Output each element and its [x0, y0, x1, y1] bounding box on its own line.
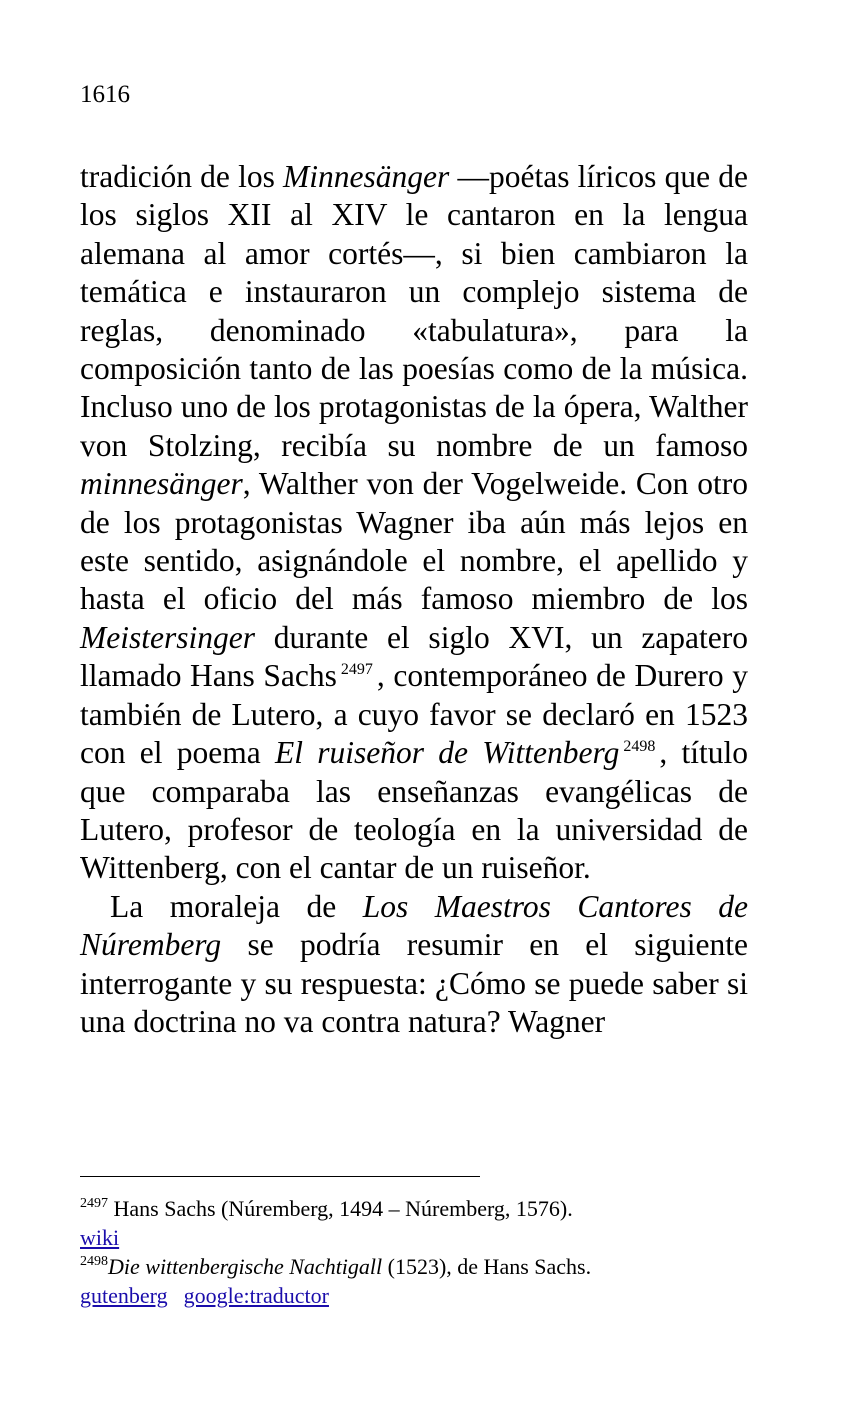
- footnote-links: [80, 1223, 780, 1252]
- footnote-number: 2497: [80, 1196, 108, 1211]
- footnote-2498: [80, 1252, 780, 1281]
- footnote-2497: [80, 1194, 780, 1223]
- footnotes: [80, 1194, 780, 1310]
- italic-term: Minnesänger: [283, 159, 450, 194]
- paragraph-2: La moraleja de Los Maestros Cantores de Núremberg se podría resumir en el siguiente interrogante y su respuesta: ¿Cómo se puede saber si una doctrina no va contra natura? Wagner: [80, 888, 748, 1039]
- body-text: [80, 158, 748, 1041]
- gutenberg-link[interactable]: gutenberg: [80, 1283, 168, 1308]
- paragraph-1: tradición de los Minnesänger —poétas líricos que de los siglos XII al XIV le cantaron en la lengua alemana al amor cortés—, si bien cambiaron la temática e instauraron un complejo sistema de reglas, denominado «tabulatura», para la composición tanto de las poesías como de la música. Incluso uno de los protagonistas de la ópera, Walther von Stolzing, recibía su nombre de un famoso minnesänger, Walther von der Vogelweide. Con otro de los protagonistas Wagner iba aún más lejos en este sentido, asignándole el nombre, el apellido y hasta el oficio del más famoso miembro de los Meistersinger durante el siglo XVI, un zapatero llamado Hans Sachs $^{2497}$ , contemporáneo de Durero y también de Lutero, a cuyo favor se declaró en 1523 con el poema El ruiseñor de Wittenberg $^{2498}$ , título que comparaba las enseñanzas evangélicas de Lutero, profesor de teología en la universidad de Wittenberg, con el cantar de un ruiseñor.: [80, 159, 748, 886]
- footnote-reference: 2498: [623, 738, 656, 756]
- footnote-number: 2498: [80, 1254, 108, 1269]
- italic-title: El ruiseñor de Wittenberg: [274, 735, 620, 771]
- google-translator-link[interactable]: google:traductor: [183, 1283, 329, 1308]
- footnote-text: (1523), de Hans Sachs.: [382, 1254, 592, 1279]
- page-number: 1616: [80, 81, 130, 108]
- italic-title: Los Maestros Cantores de Núremberg: [80, 888, 748, 963]
- footnote-text: Hans Sachs (Núremberg, 1494 – Núremberg, 1576).: [108, 1196, 573, 1221]
- footnote-divider: [80, 1176, 480, 1177]
- italic-term: Meistersinger: [80, 619, 255, 655]
- footnote-reference: 2497: [340, 661, 373, 679]
- footnote-italic-title: Die wittenbergische Nachtigall: [108, 1254, 383, 1279]
- italic-term: minnesänger: [80, 466, 243, 502]
- wiki-link[interactable]: wiki: [80, 1225, 120, 1250]
- footnote-links: [80, 1281, 780, 1310]
